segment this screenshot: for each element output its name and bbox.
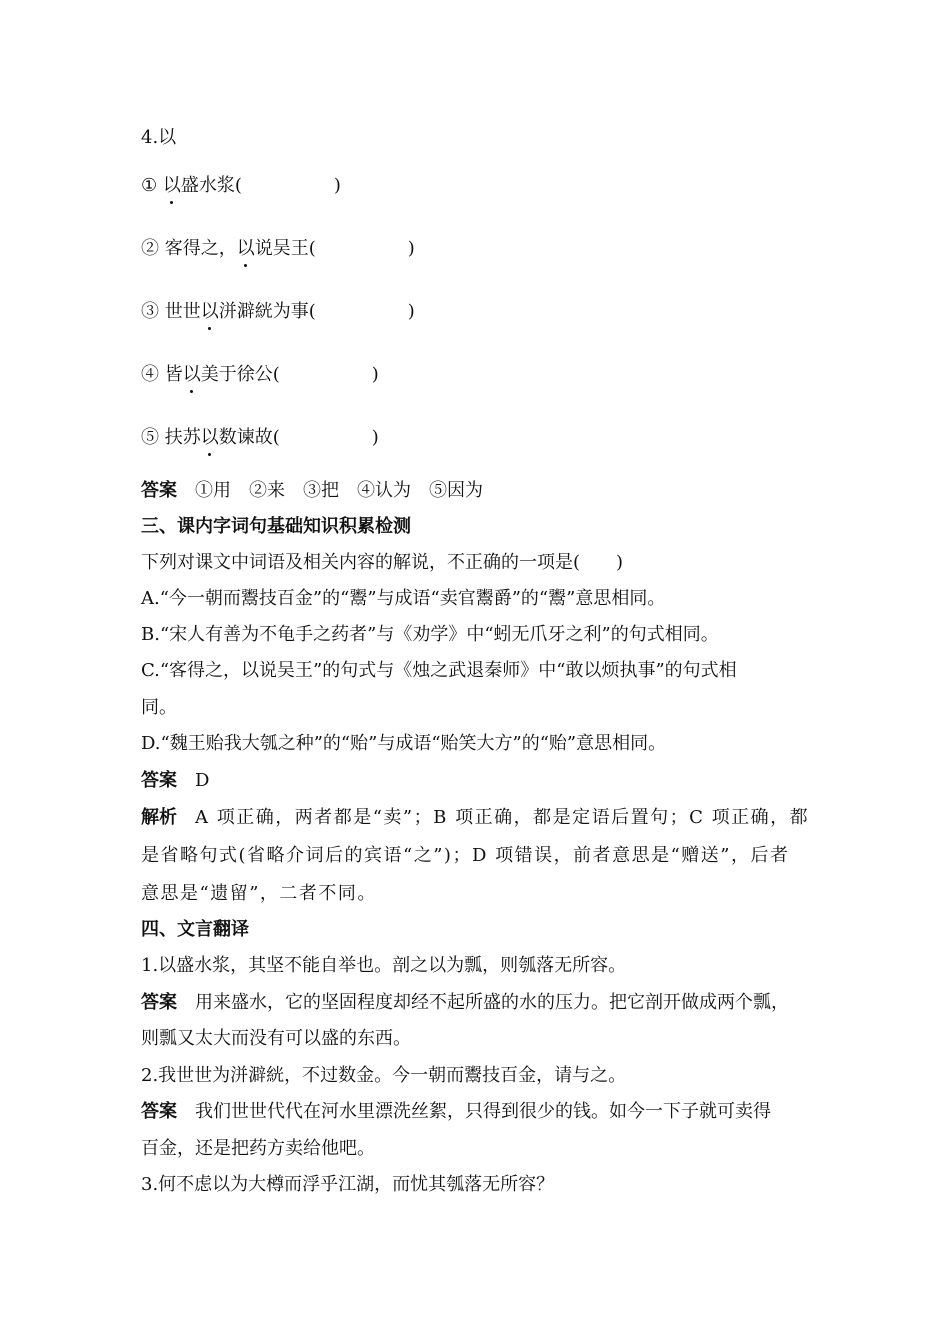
emphasis-char: 以 — [200, 301, 219, 322]
item-text: 说吴王( — [254, 238, 316, 259]
item-number: ② — [141, 238, 159, 259]
item-text: 皆 — [159, 364, 183, 385]
blank-close: ) — [333, 175, 341, 196]
list-item — [141, 300, 415, 324]
item-text: 世世 — [159, 301, 201, 322]
item-text: 洴澼絖为事( — [218, 301, 316, 322]
answer-line — [141, 479, 483, 503]
answer-label: 答案 — [141, 480, 177, 501]
answer-text: D — [195, 770, 210, 791]
item-number: ③ — [141, 301, 159, 322]
answer-line — [141, 769, 209, 793]
list-item — [141, 237, 415, 261]
answer-line — [141, 1100, 771, 1124]
blank-close: ) — [371, 427, 379, 448]
list-item — [141, 426, 379, 450]
option-b: B.“宋人有善为不龟手之药者”与《劝学》中“蚓无爪牙之利”的句式相同。 — [141, 624, 719, 645]
translation-question: 2.我世世为洴澼絖，不过数金。今一朝而鬻技百金，请与之。 — [141, 1065, 627, 1086]
translation-question: 1.以盛水浆，其坚不能自举也。剖之以为瓢，则瓠落无所容。 — [141, 955, 627, 976]
emphasis-char: 以 — [182, 364, 201, 385]
answer-text: 则瓢又太大而没有可以盛的东西。 — [141, 1028, 411, 1049]
answer-line — [141, 991, 789, 1015]
option-a: A.“今一朝而鬻技百金”的“鬻”与成语“卖官鬻爵”的“鬻”意思相同。 — [141, 588, 666, 609]
item-number: ④ — [141, 364, 159, 385]
blank-close: ) — [407, 301, 415, 322]
answer-text: ①用 ②来 ③把 ④认为 ⑤因为 — [195, 480, 483, 501]
item-number: ⑤ — [141, 427, 159, 448]
analysis-text: A 项正确，两者都是“卖”；B 项正确，都是定语后置句；C 项正确，都 — [195, 807, 810, 828]
answer-label: 答案 — [141, 1101, 177, 1122]
emphasis-char: 以 — [200, 427, 219, 448]
item-text: 客得之， — [159, 238, 237, 259]
answer-text: 用来盛水，它的坚固程度却经不起所盛的水的压力。把它剖开做成两个瓢， — [195, 992, 789, 1013]
section-title-3: 三、课内字词句基础知识积累检测 — [141, 516, 411, 537]
blank-close: ) — [371, 364, 379, 385]
answer-text: 百金，还是把药方卖给他吧。 — [141, 1138, 375, 1159]
section-title-4: 四、文言翻译 — [141, 919, 249, 940]
blank-close: ) — [407, 238, 415, 259]
analysis-label: 解析 — [141, 807, 177, 828]
section-heading-yi: 4.以 — [141, 127, 177, 148]
list-item — [141, 174, 341, 198]
answer-label: 答案 — [141, 992, 177, 1013]
answer-text: 我们世世代代在河水里漂洗丝絮，只得到很少的钱。如今一下子就可卖得 — [195, 1101, 771, 1122]
analysis-line — [141, 806, 809, 830]
item-text: 扶苏 — [159, 427, 201, 448]
translation-question: 3.何不虑以为大樽而浮乎江湖，而忧其瓠落无所容？ — [141, 1174, 555, 1195]
option-c-continued: 同。 — [141, 697, 177, 718]
item-text: 美于徐公( — [200, 364, 280, 385]
item-number: ① — [141, 175, 158, 196]
answer-label: 答案 — [141, 770, 177, 791]
option-d: D.“魏王贻我大瓠之种”的“贻”与成语“贻笑大方”的“贻”意思相同。 — [141, 733, 667, 754]
question-stem: 下列对课文中词语及相关内容的解说，不正确的一项是( ) — [141, 552, 624, 573]
emphasis-char: 以 — [162, 175, 181, 196]
item-text: 盛水浆( — [180, 175, 242, 196]
item-text: 数谏故( — [218, 427, 280, 448]
analysis-text: 是省略句式(省略介词后的宾语“之”)；D 项错误，前者意思是“赠送”，后者 — [141, 845, 790, 866]
option-c: C.“客得之，以说吴王”的句式与《烛之武退秦师》中“敢以烦执事”的句式相 — [141, 660, 737, 681]
analysis-text: 意思是“遗留”，二者不同。 — [141, 883, 377, 904]
emphasis-char: 以 — [236, 238, 255, 259]
list-item — [141, 363, 379, 387]
